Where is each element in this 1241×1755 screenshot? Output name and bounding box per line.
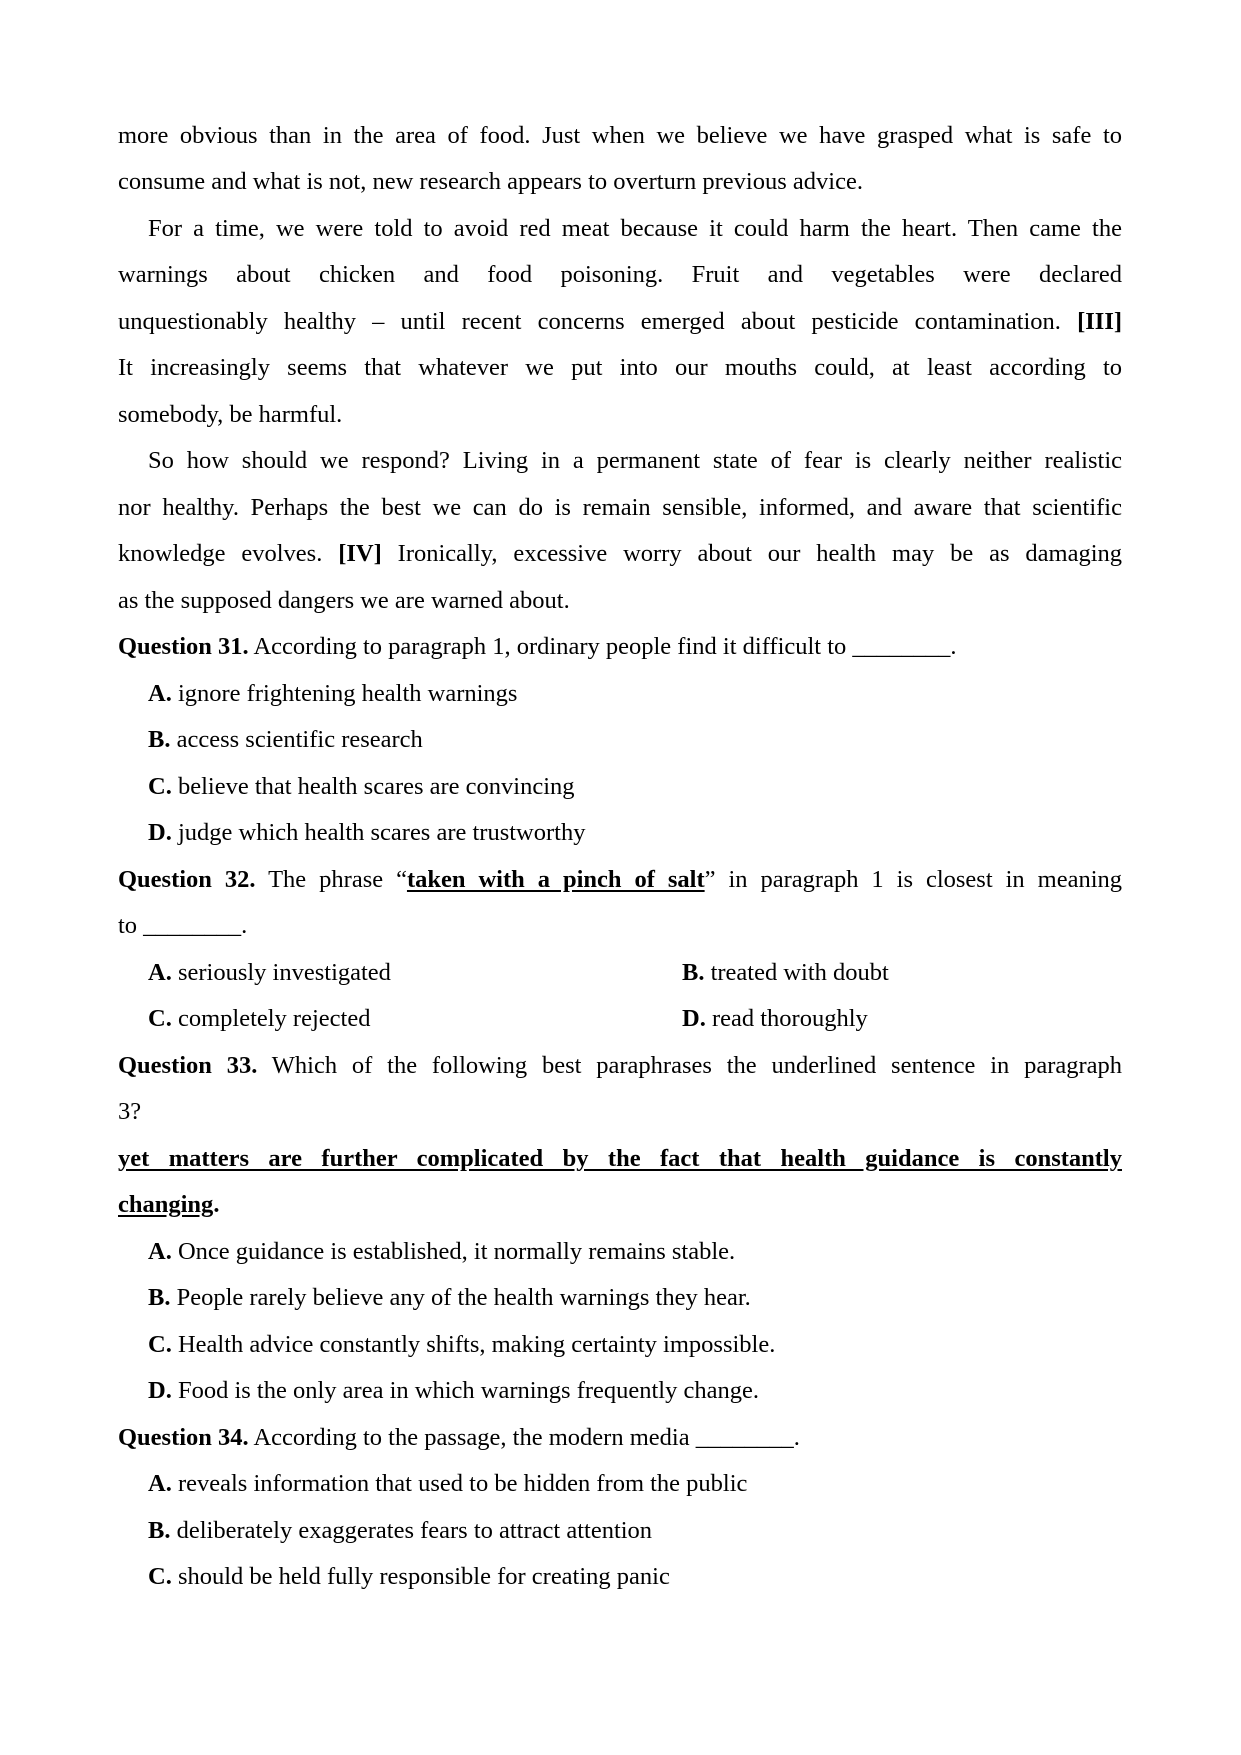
question-stem-pre: The phrase “ (268, 866, 407, 893)
option-text: deliberately exaggerates fears to attract attention (176, 1517, 653, 1544)
option-key: B. (148, 726, 171, 753)
option-text: ignore frightening health warnings (177, 680, 518, 707)
quote-end: . (213, 1191, 220, 1218)
question-33 (118, 1050, 1122, 1082)
passage-line (118, 306, 1122, 338)
passage-text: Ironically, excessive worry about our health may be as damaging (397, 540, 1123, 567)
passage-text: unquestionably healthy – until recent concerns emerged about pesticide contamination. (118, 308, 1061, 335)
option-text: treated with doubt (710, 959, 889, 986)
option-key: C. (148, 1563, 172, 1590)
option-b[interactable] (148, 1282, 1152, 1314)
option-key: B. (148, 1284, 171, 1311)
option-c[interactable] (148, 771, 1152, 803)
question-stem: According to the passage, the modern media ________. (253, 1424, 800, 1451)
question-stem-line: to ________. (118, 912, 248, 939)
passage-text: knowledge evolves. (118, 540, 323, 567)
option-text: should be held fully responsible for creating panic (177, 1563, 670, 1590)
question-label: Question 31. (118, 633, 249, 660)
question-stem: Which of the following best paraphrases the underlined sentence in paragraph (271, 1052, 1123, 1079)
option-text: judge which health scares are trustworthy (177, 819, 586, 846)
quoted-text: yet matters are further complicated by the fact that health guidance is constantly (118, 1145, 1122, 1172)
option-key: C. (148, 1005, 172, 1032)
option-b[interactable] (148, 1515, 1152, 1547)
passage-line: consume and what is not, new research appears to overturn previous advice. (118, 168, 863, 195)
option-text: reveals information that used to be hidden from the public (177, 1470, 748, 1497)
option-key: C. (148, 1331, 172, 1358)
question-label: Question 33. (118, 1052, 258, 1079)
passage-line (118, 538, 1122, 570)
gap-marker-iii: [III] (1077, 308, 1123, 335)
option-key: C. (148, 773, 172, 800)
question-stem-post: ” in paragraph 1 is closest in meaning (704, 866, 1123, 893)
passage-line: somebody, be harmful. (118, 401, 343, 428)
option-text: access scientific research (176, 726, 423, 753)
question-31 (118, 631, 1122, 663)
highlighted-phrase: taken with a pinch of salt (406, 866, 705, 893)
option-key: A. (148, 1470, 172, 1497)
option-a[interactable] (148, 1468, 1152, 1500)
option-b[interactable] (148, 724, 1152, 756)
underlined-sentence (118, 1189, 1122, 1221)
passage-line: more obvious than in the area of food. Just when we believe we have grasped what is safe to (118, 122, 1122, 149)
passage-line: So how should we respond? Living in a permanent state of fear is clearly neither realistic (148, 447, 1122, 474)
option-text: believe that health scares are convincing (177, 773, 575, 800)
option-c[interactable] (148, 1329, 1152, 1361)
option-key: A. (148, 680, 172, 707)
option-d[interactable] (148, 817, 1152, 849)
option-key: D. (682, 1005, 706, 1032)
question-label: Question 34. (118, 1424, 249, 1451)
quoted-text: changing (118, 1191, 214, 1218)
option-text: seriously investigated (177, 959, 391, 986)
option-key: A. (148, 1238, 172, 1265)
question-stem-line: 3? (118, 1098, 142, 1125)
passage-line: It increasingly seems that whatever we put into our mouths could, at least according to (118, 354, 1122, 381)
question-stem: According to paragraph 1, ordinary people find it difficult to ________. (253, 633, 957, 660)
option-text: People rarely believe any of the health warnings they hear. (176, 1284, 751, 1311)
option-key: A. (148, 959, 172, 986)
question-32 (118, 864, 1122, 896)
option-text: Health advice constantly shifts, making certainty impossible. (177, 1331, 776, 1358)
option-key: D. (148, 1377, 172, 1404)
passage-line: warnings about chicken and food poisoning. Fruit and vegetables were declared (118, 261, 1122, 288)
option-a[interactable] (148, 678, 1152, 710)
option-b[interactable] (682, 957, 1241, 989)
passage-line: nor healthy. Perhaps the best we can do is remain sensible, informed, and aware that scientific (118, 494, 1122, 521)
option-a[interactable] (148, 1236, 1152, 1268)
option-key: B. (148, 1517, 171, 1544)
option-text: Once guidance is established, it normally remains stable. (177, 1238, 736, 1265)
option-key: B. (682, 959, 705, 986)
option-key: D. (148, 819, 172, 846)
passage-line: as the supposed dangers we are warned about. (118, 587, 570, 614)
question-label: Question 32. (118, 866, 256, 893)
option-text: completely rejected (177, 1005, 371, 1032)
option-text: read thoroughly (711, 1005, 868, 1032)
passage-line: For a time, we were told to avoid red meat because it could harm the heart. Then came the (148, 215, 1122, 242)
option-text: Food is the only area in which warnings frequently change. (177, 1377, 759, 1404)
option-d[interactable] (148, 1375, 1152, 1407)
underlined-sentence (118, 1143, 1122, 1175)
option-d[interactable] (682, 1003, 1241, 1035)
question-34 (118, 1422, 1122, 1454)
option-c[interactable] (148, 1561, 1152, 1593)
gap-marker-iv: [IV] (338, 540, 382, 567)
